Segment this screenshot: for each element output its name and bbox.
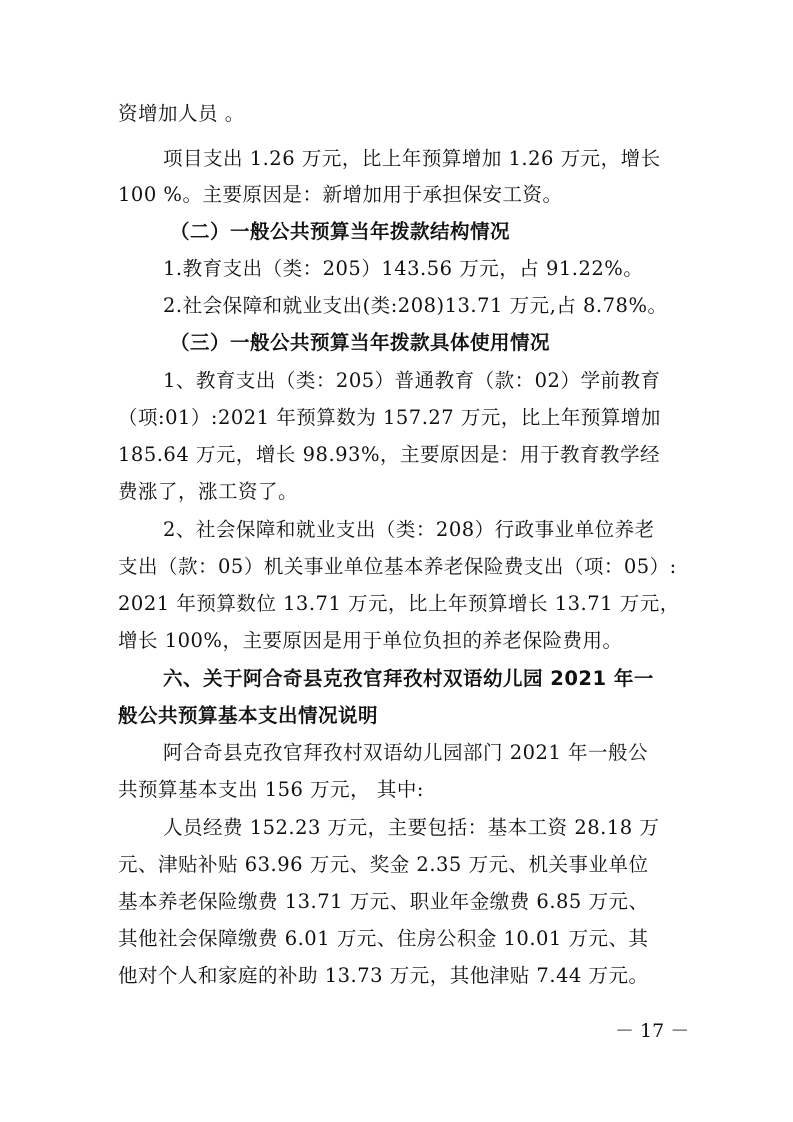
text-line: 其他社会保障缴费 6.01 万元、住房公积金 10.01 万元、其 bbox=[118, 927, 649, 950]
text-line: 阿合奇县克孜官拜孜村双语幼儿园部门 2021 年一般公 bbox=[163, 741, 649, 764]
section-heading: 般公共预算基本支出情况说明 bbox=[118, 704, 379, 727]
section-heading: （二）一般公共预算当年拨款结构情况 bbox=[170, 220, 511, 243]
text-line: 2.社会保障和就业支出(类:208)13.71 万元,占 8.78%。 bbox=[163, 294, 668, 317]
text-line: 185.64 万元，增长 98.93%，主要原因是：用于教育教学经 bbox=[118, 443, 660, 466]
text-line: 人员经费 152.23 万元，主要包括：基本工资 28.18 万 bbox=[163, 816, 660, 839]
section-heading: （三）一般公共预算当年拨款具体使用情况 bbox=[170, 331, 551, 354]
text-line: 费涨了，涨工资了。 bbox=[118, 480, 299, 503]
text-line: 100 %。主要原因是：新增加用于承担保安工资。 bbox=[118, 183, 563, 206]
text-line: 元、津贴补贴 63.96 万元、奖金 2.35 万元、机关事业单位 bbox=[118, 853, 649, 876]
text-line: 2021 年预算数位 13.71 万元，比上年预算增长 13.71 万元， bbox=[118, 592, 680, 615]
text-line: 基本养老保险缴费 13.71 万元、职业年金缴费 6.85 万元、 bbox=[118, 890, 649, 913]
text-line: 支出（款：05）机关事业单位基本养老保险费支出（项：05）: bbox=[118, 555, 677, 578]
text-line: （项:01）:2021 年预算数为 157.27 万元，比上年预算增加 bbox=[118, 406, 661, 429]
text-line: 1、教育支出（类：205）普通教育（款：02）学前教育 bbox=[163, 369, 661, 392]
text-line: 2、社会保障和就业支出（类：208）行政事业单位养老 bbox=[163, 518, 655, 541]
text-line: 资增加人员 。 bbox=[118, 102, 245, 125]
text-line: 增长 100%，主要原因是用于单位负担的养老保险费用。 bbox=[118, 629, 623, 652]
text-line: 共预算基本支出 156 万元， 其中: bbox=[118, 778, 424, 801]
page-number: － 17 － bbox=[615, 1020, 690, 1042]
text-line: 他对个人和家庭的补助 13.73 万元，其他津贴 7.44 万元。 bbox=[118, 964, 649, 987]
text-line: 1.教育支出（类：205）143.56 万元，占 91.22%。 bbox=[163, 257, 644, 280]
section-heading: 六、关于阿合奇县克孜官拜孜村双语幼儿园 2021 年一 bbox=[163, 667, 654, 690]
text-line: 项目支出 1.26 万元，比上年预算增加 1.26 万元，增长 bbox=[163, 147, 661, 170]
